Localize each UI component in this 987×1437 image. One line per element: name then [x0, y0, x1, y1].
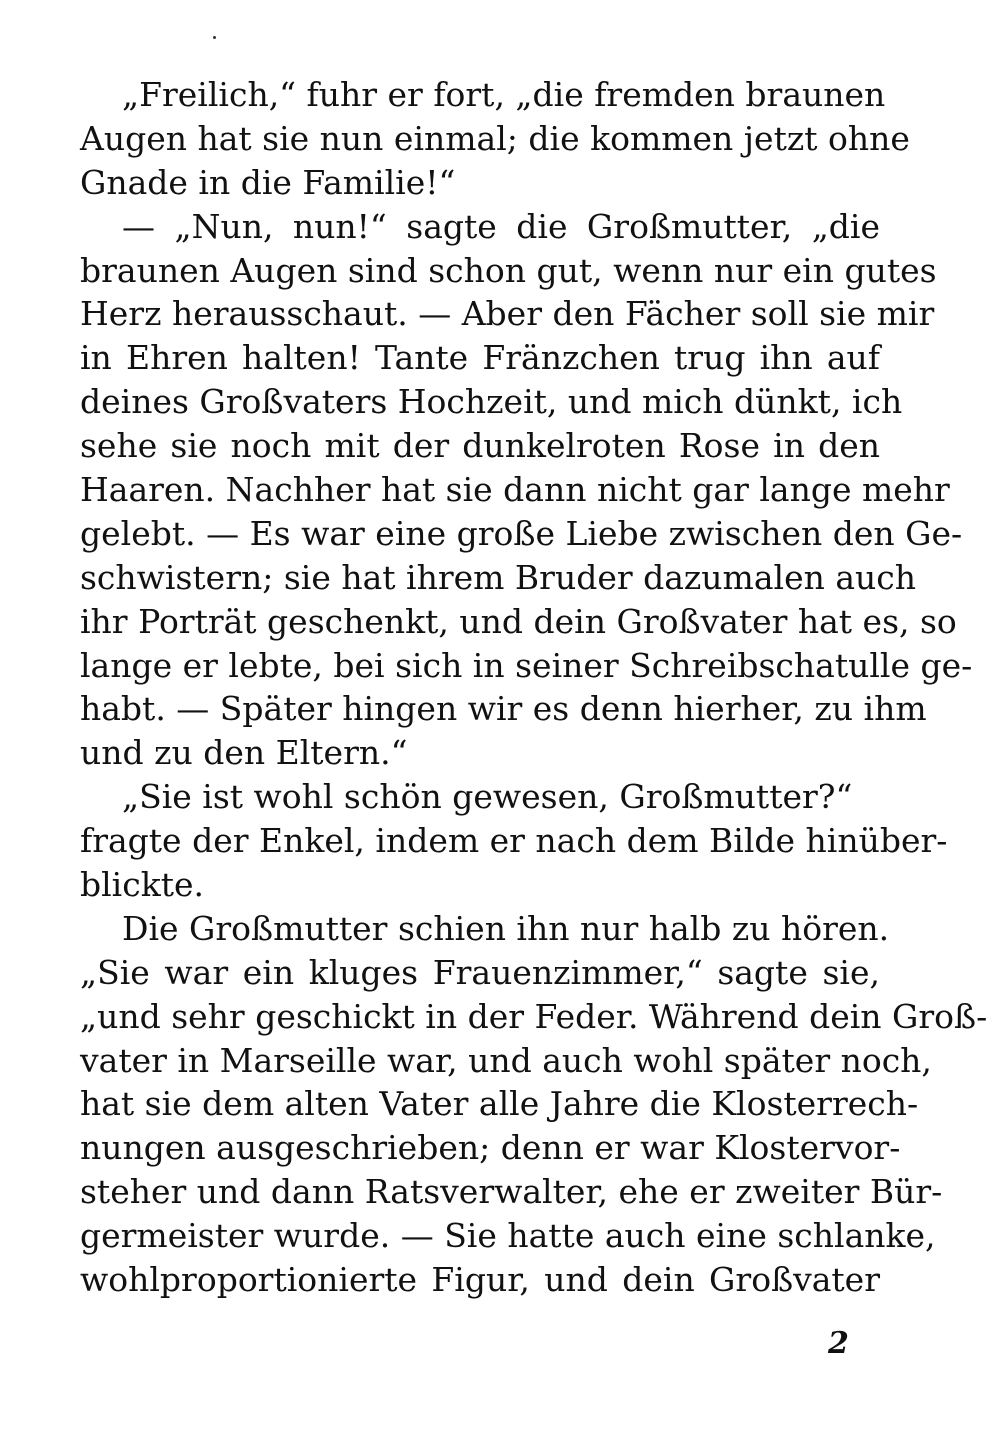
text-line: braunen Augen sind schon gut, wenn nur ein gutes — [80, 250, 937, 290]
text-line: in Ehren halten! Tante Fränzchen trug ihn auf — [80, 338, 880, 378]
text-line: ihr Porträt geschenkt, und dein Großvater hat es, so — [80, 601, 957, 641]
text-line: Herz herausschaut. — Aber den Fächer soll sie mir — [80, 294, 935, 334]
text-line: vater in Marseille war, und auch wohl später noch, — [80, 1040, 932, 1080]
text-line: steher und dann Ratsverwalter, ehe er zweiter Bür- — [80, 1172, 943, 1212]
text-line: Augen hat sie nun einmal; die kommen jetzt ohne — [80, 118, 910, 158]
text-line: blickte. — [80, 865, 204, 905]
text-line: „und sehr geschickt in der Feder. Während dein Groß- — [80, 996, 987, 1036]
text-line: Gnade in die Familie!“ — [80, 162, 456, 202]
text-line: schwistern; sie hat ihrem Bruder dazumalen auch — [80, 557, 917, 597]
text-line: lange er lebte, bei sich in seiner Schreibschatulle ge- — [80, 645, 973, 685]
text-line: wohlproportionierte Figur, und dein Großvater — [80, 1260, 880, 1300]
text-line: und zu den Eltern.“ — [80, 733, 408, 773]
text-line: gelebt. — Es war eine große Liebe zwischen den Ge- — [80, 513, 963, 553]
text-line: germeister wurde. — Sie hatte auch eine schlanke, — [80, 1216, 936, 1256]
text-line: habt. — Später hingen wir es denn hierher, zu ihm — [80, 689, 927, 729]
body-text — [80, 73, 987, 1302]
text-line: „Sie war ein kluges Frauenzimmer,“ sagte sie, — [80, 952, 880, 992]
text-line: sehe sie noch mit der dunkelroten Rose in den — [80, 426, 880, 466]
text-line: deines Großvaters Hochzeit, und mich dünkt, ich — [80, 382, 903, 422]
text-line: „Freilich,“ fuhr er fort, „die fremden braunen — [122, 75, 886, 114]
text-line: hat sie dem alten Vater alle Jahre die Klosterrech- — [80, 1084, 919, 1124]
print-speck — [213, 36, 216, 39]
text-line: Haaren. Nachher hat sie dann nicht gar lange mehr — [80, 470, 950, 510]
text-line: fragte der Enkel, indem er nach dem Bilde hinüber- — [80, 821, 948, 861]
page-number: 2 — [828, 1326, 849, 1361]
text-line: — „Nun, nun!“ sagte die Großmutter, „die — [122, 206, 880, 246]
text-line: Die Großmutter schien ihn nur halb zu hören. — [122, 908, 890, 948]
text-line: „Sie ist wohl schön gewesen, Großmutter?“ — [122, 777, 853, 817]
text-line: nungen ausgeschrieben; denn er war Klostervor- — [80, 1128, 901, 1168]
